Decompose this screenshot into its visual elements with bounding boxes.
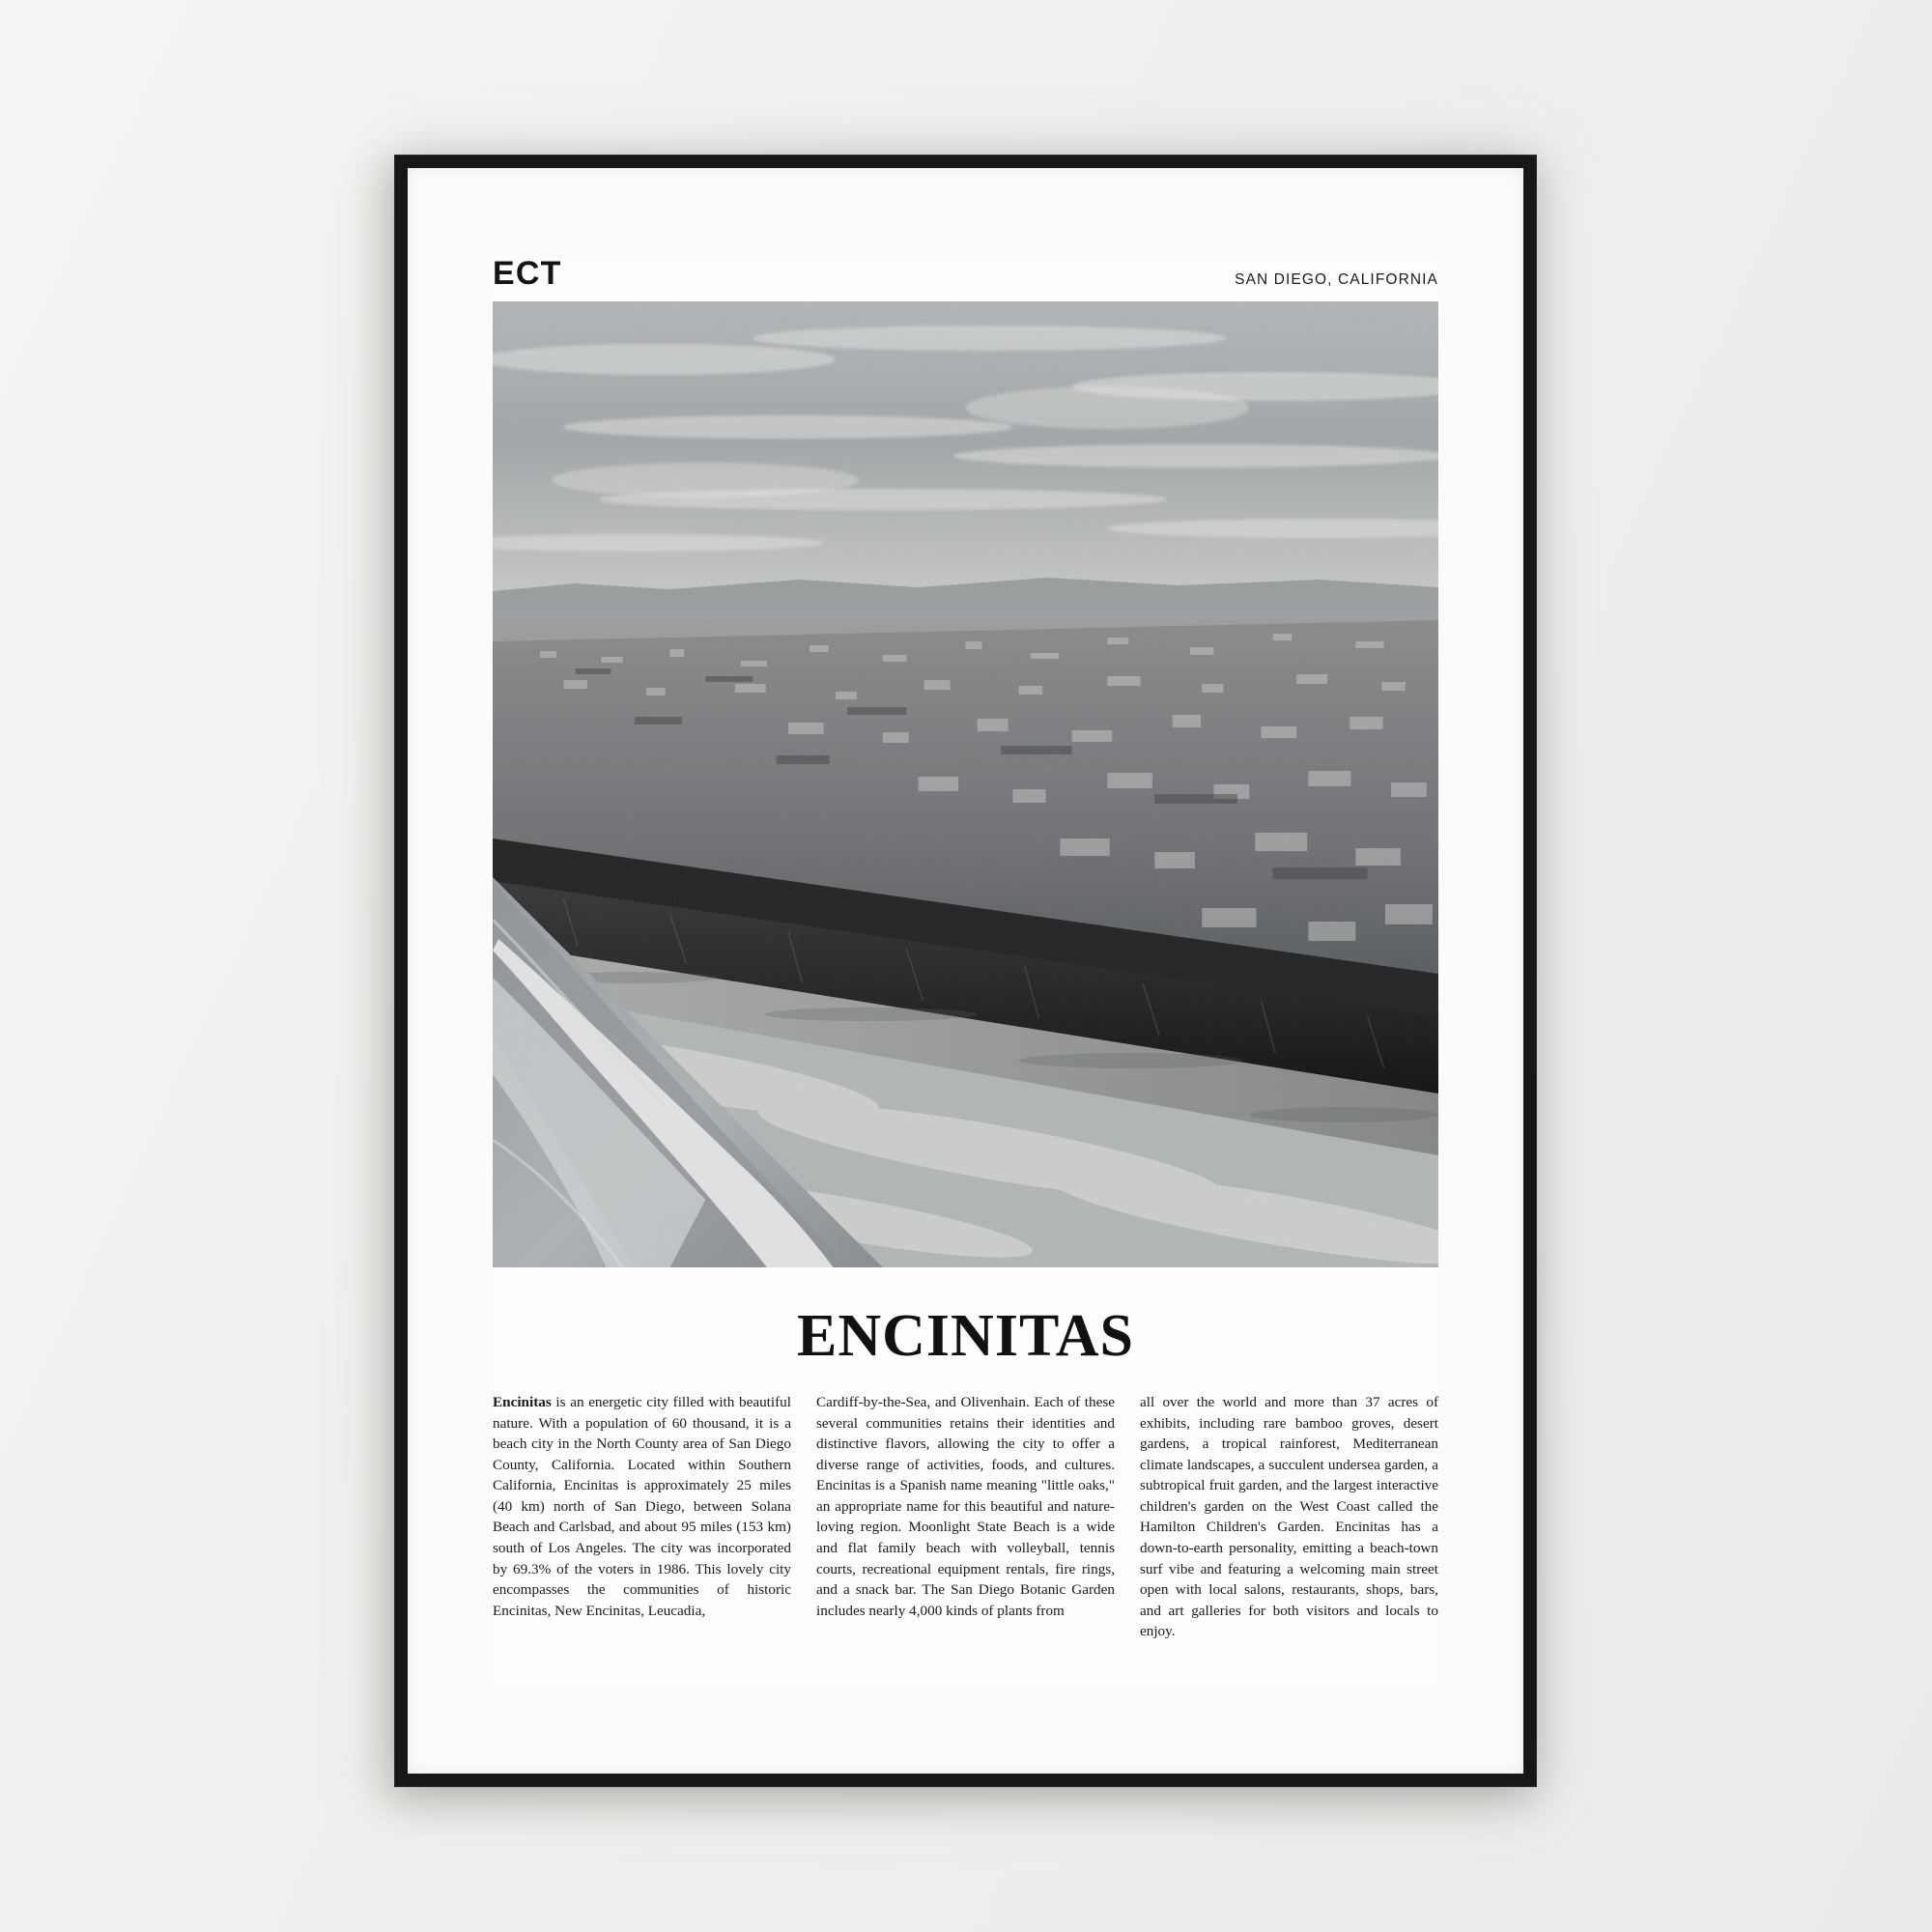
- body-lead-word: Encinitas: [493, 1394, 552, 1410]
- body-column-1: [493, 1392, 791, 1642]
- coastline-photo: [493, 301, 1438, 1267]
- coastline-photo-illustration: [493, 301, 1438, 1267]
- body-column-2: [816, 1392, 1115, 1642]
- body-text-1: is an energetic city filled with beautiful nature. With a population of 60 thousand, it is a beach city in the North County area of San Diego County, California. Located within Southern California, Encinitas is approximately 25 miles (40 km) north of San Diego, between Solana Beach and Carlsbad, and about 95 miles (153 km) south of Los Angeles. The city was incorporated by 69.3% of the voters in 1986. This lovely city encompasses the communities of historic Encinitas, New Encinitas, Leucadia,: [493, 1394, 791, 1619]
- page-title: ENCINITAS: [797, 1303, 1134, 1369]
- body-column-3: [1140, 1392, 1438, 1642]
- poster-body-columns: [493, 1392, 1438, 1642]
- brand-logo: ECT: [493, 255, 562, 292]
- frame-mat: [408, 168, 1523, 1774]
- poster-header: [493, 257, 1438, 301]
- body-text-2: Cardiff-by-the-Sea, and Olivenhain. Each of these several communities retains their identities and distinctive flavors, allowing the city to offer a diverse range of activities, foods, and cultures. Encinitas is a Spanish name meaning "little oaks," an appropriate name for this beautiful and nature-loving region. Moonlight State Beach is a wide and flat family beach with volleyball, tennis courts, recreational equipment rentals, fire rings, and a snack bar. The San Diego Botanic Garden includes nearly 4,000 kinds of plants from: [816, 1394, 1115, 1619]
- picture-frame: [394, 155, 1537, 1787]
- body-text-3: all over the world and more than 37 acres of exhibits, including rare bamboo groves, desert gardens, a tropical rainforest, Mediterranean climate landscapes, a succulent undersea garden, a subtropical fruit garden, and the largest interactive children's garden on the West Coast called the Hamilton Children's Garden. Encinitas has a down-to-earth personality, emitting a beach-town surf vibe and featuring a welcoming main street open with local salons, restaurants, shops, bars, and art galleries for both visitors and locals to enjoy.: [1140, 1394, 1438, 1640]
- poster-artwork: [493, 257, 1438, 1685]
- poster-locale: SAN DIEGO, CALIFORNIA: [1235, 270, 1438, 288]
